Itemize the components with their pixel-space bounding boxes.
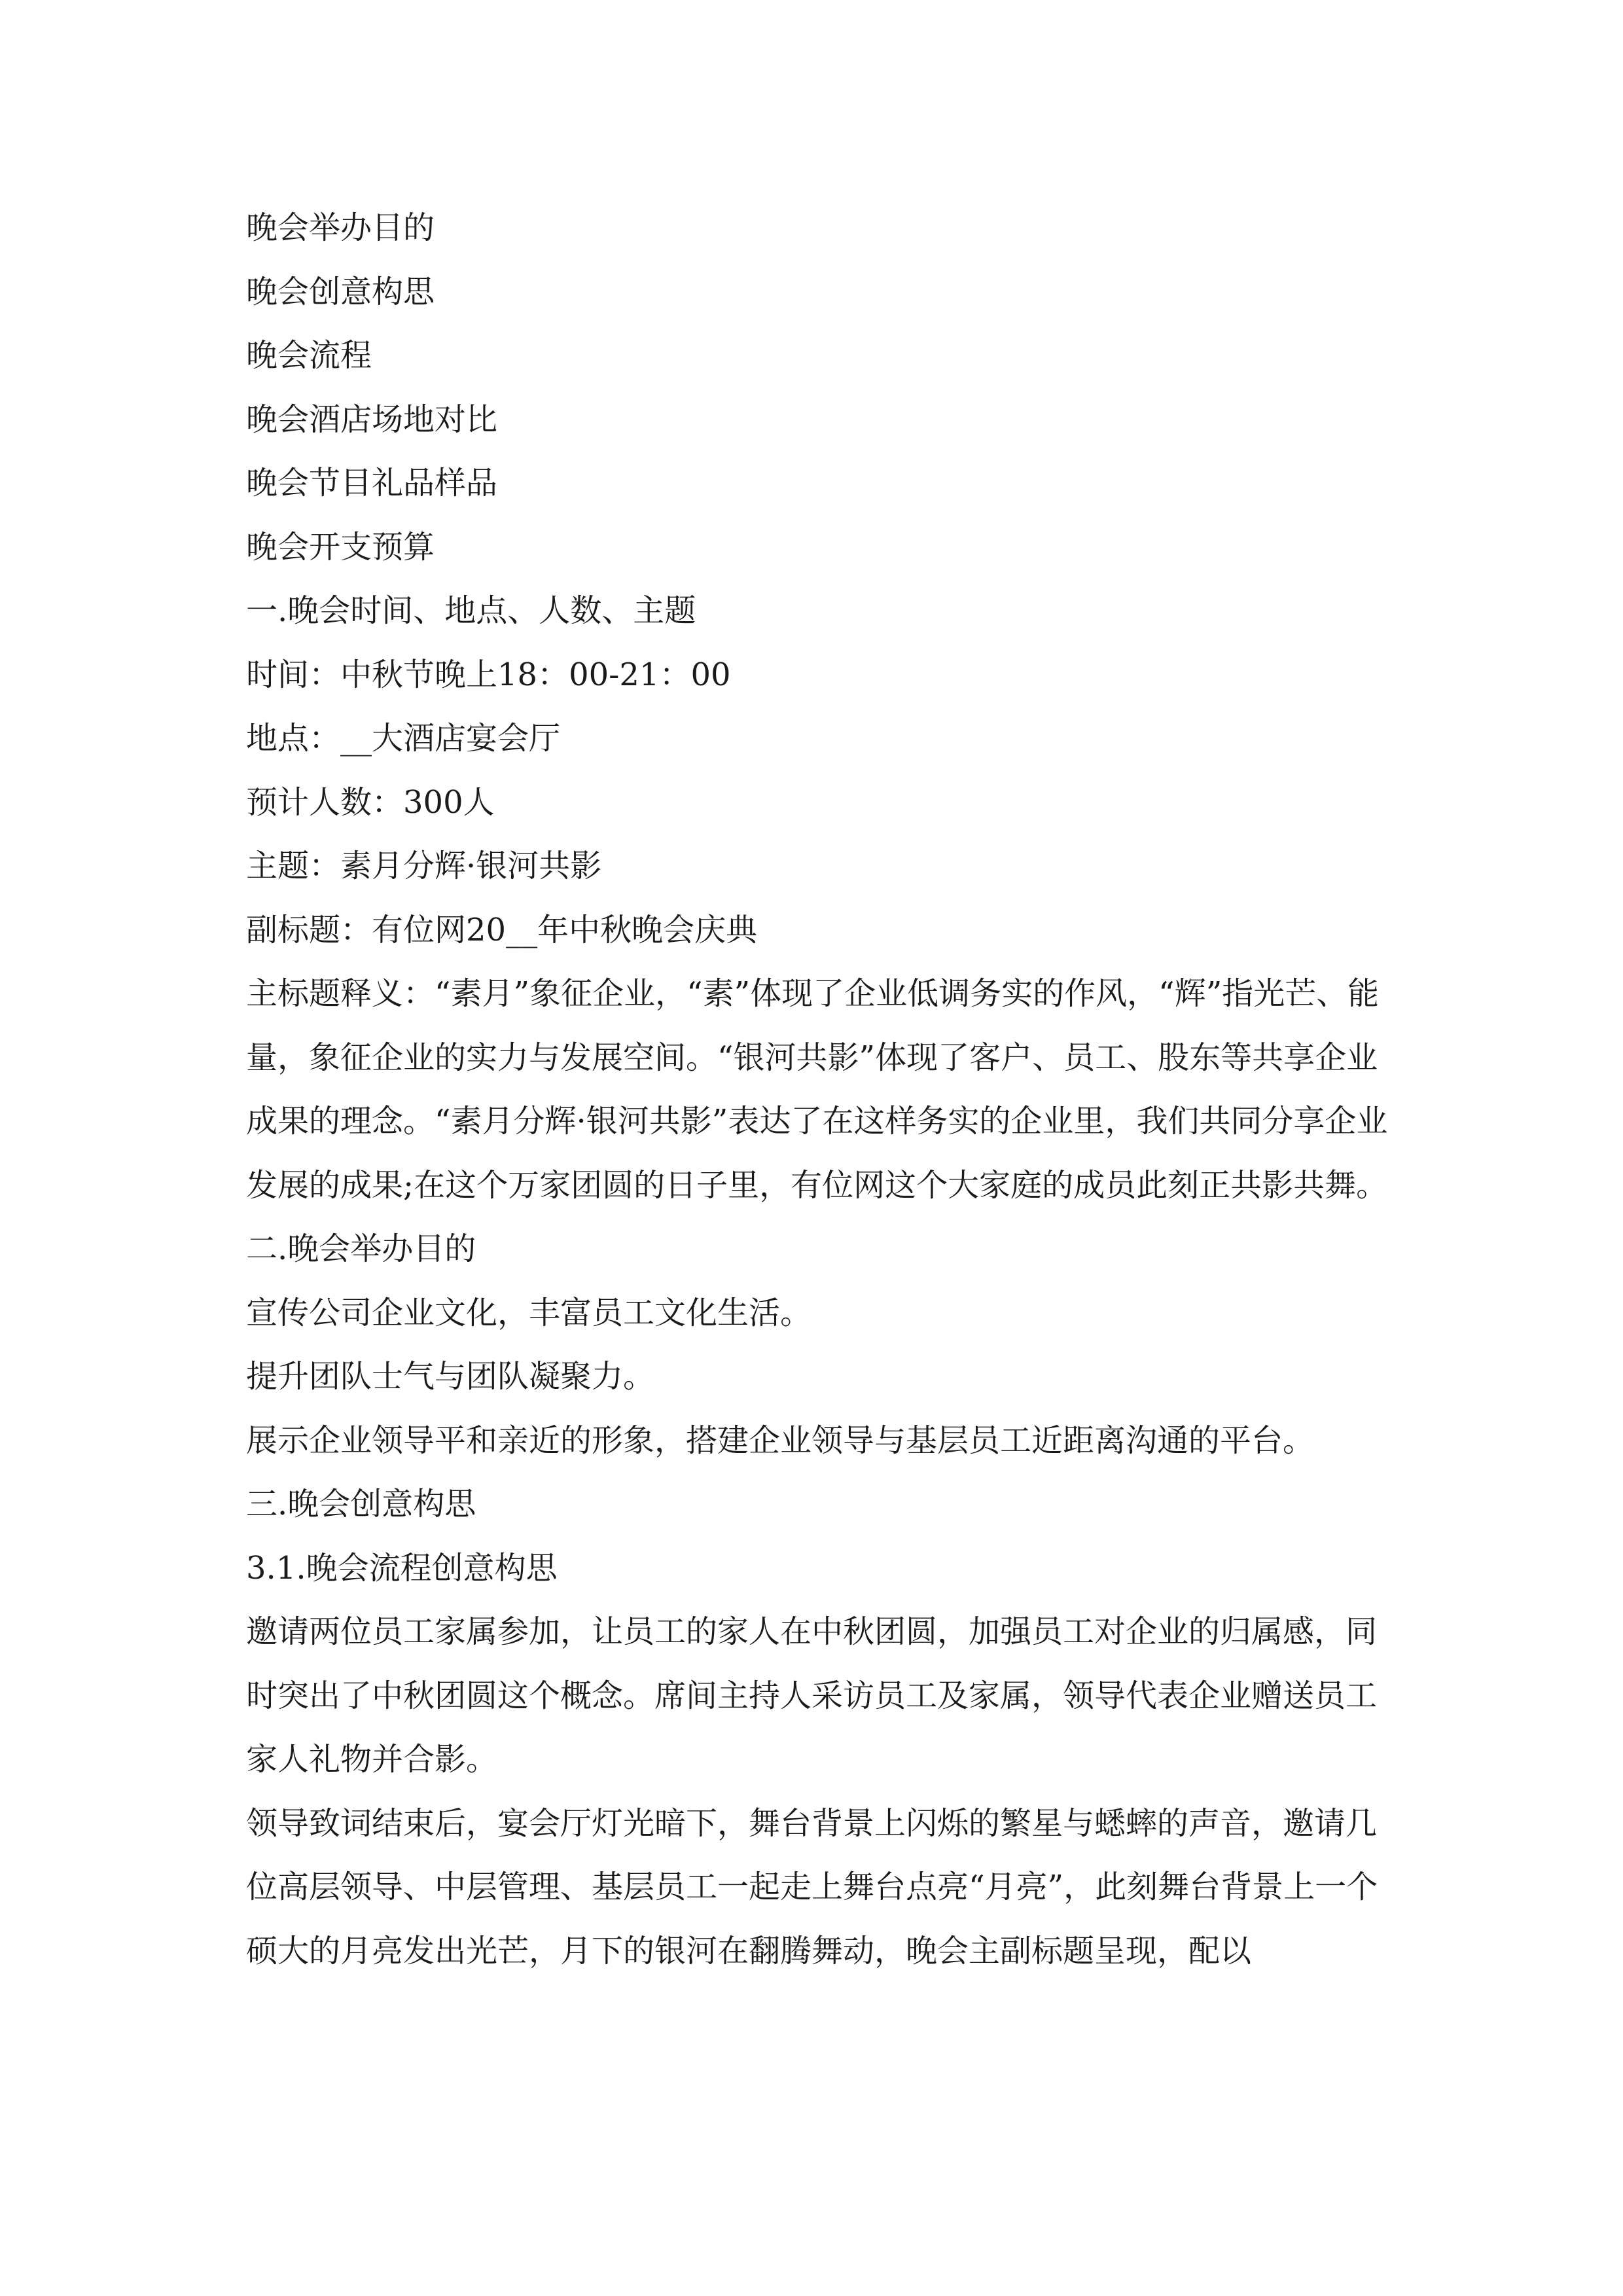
toc-item: 晚会节目礼品样品 [246, 465, 498, 501]
event-time: 时间：中秋节晚上18：00-21：00 [246, 656, 731, 693]
event-attendance: 预计人数：300人 [246, 783, 495, 821]
section-3-heading: 三.晚会创意构思 [246, 1486, 476, 1522]
purpose-item: 宣传公司企业文化，丰富员工文化生活。 [246, 1294, 812, 1331]
purpose-item: 展示企业领导平和亲近的形象，搭建企业领导与基层员工近距离沟通的平台。 [246, 1422, 1315, 1459]
purpose-item: 提升团队士气与团队凝聚力。 [246, 1358, 655, 1395]
creative-paragraph-1: 邀请两位员工家属参加，让员工的家人在中秋团圆，加强员工对企业的归属感，同时突出了中秋团圆这个概念。席间主持人采访员工及家属，领导代表企业赠送员工家人礼物并合影。 [246, 1613, 1378, 1778]
document-page [246, 196, 1398, 1983]
toc-item: 晚会创意构思 [246, 273, 435, 310]
section-3-1-heading: 3.1.晚会流程创意构思 [246, 1549, 558, 1587]
toc-item: 晚会举办目的 [246, 209, 435, 246]
creative-paragraph-2: 领导致词结束后，宴会厅灯光暗下，舞台背景上闪烁的繁星与蟋蟀的声音，邀请几位高层领导、中层管理、基层员工一起走上舞台点亮“月亮”，此刻舞台背景上一个硕大的月亮发出光芒，月下的银河在翻腾舞动，晚会主副标题呈现，配以 [246, 1804, 1378, 1969]
event-place: 地点：__大酒店宴会厅 [246, 720, 561, 757]
section-1-heading: 一.晚会时间、地点、人数、主题 [246, 592, 696, 629]
event-subtitle: 副标题：有位网20__年中秋晚会庆典 [246, 911, 758, 948]
toc-item: 晚会开支预算 [246, 528, 435, 565]
theme-explanation: 主标题释义：“素月”象征企业，“素”体现了企业低调务实的作风，“辉”指光芒、能量，象征企业的实力与发展空间。“银河共影”体现了客户、员工、股东等共享企业成果的理念。“素月分辉·银河共影”表达了在这样务实的企业里，我们共同分享企业发展的成果;在这个万家团圆的日子里，有位网这个大家庭的成员此刻正共影共舞。 [246, 975, 1388, 1204]
event-theme: 主题：素月分辉·银河共影 [246, 848, 602, 884]
toc-item: 晚会酒店场地对比 [246, 401, 498, 438]
section-2-heading: 二.晚会举办目的 [246, 1230, 476, 1267]
toc-item: 晚会流程 [246, 337, 372, 374]
